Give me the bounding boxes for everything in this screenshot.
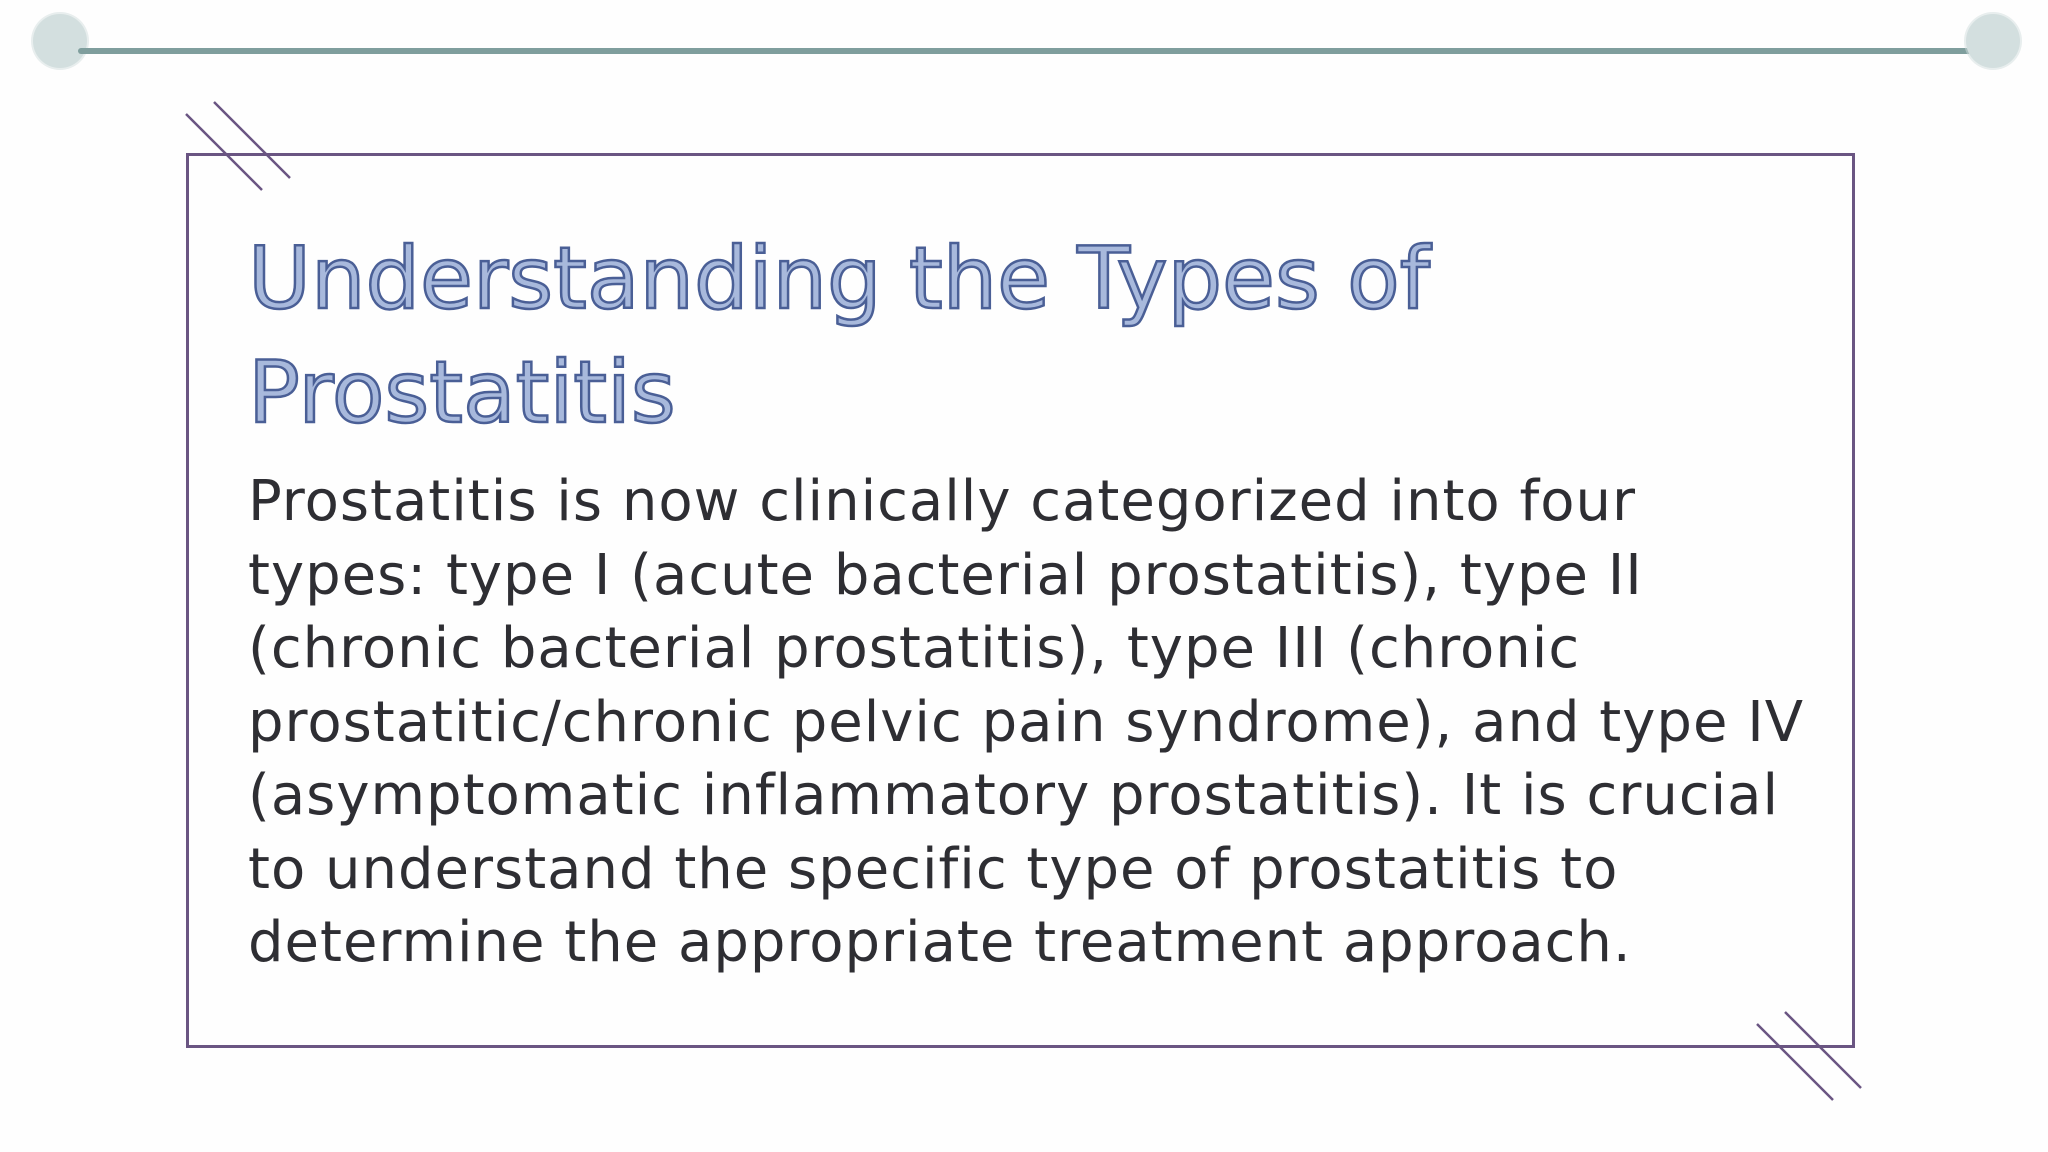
top-left-slash-ornament: [184, 100, 294, 195]
slide-title: Understanding the Types of Prostatitis: [248, 229, 1430, 443]
slide-body-text: Prostatitis is now clinically categorized into four types: type I (acute bacterial prostatitis), type II (chronic bacterial prostatitis), type III (chronic prostatitic/chronic pelvic pain syndrome), and type IV (asymptomatic inflammatory prostatitis). It is crucial to understand the specific type of prostatitis to determine the appropriate treatment approach.: [248, 469, 1805, 975]
right-circle-ornament: [1966, 14, 2020, 68]
left-circle-ornament: [33, 14, 87, 68]
bottom-right-slash-ornament: [1755, 1010, 1865, 1105]
top-divider-line: [78, 48, 1975, 54]
